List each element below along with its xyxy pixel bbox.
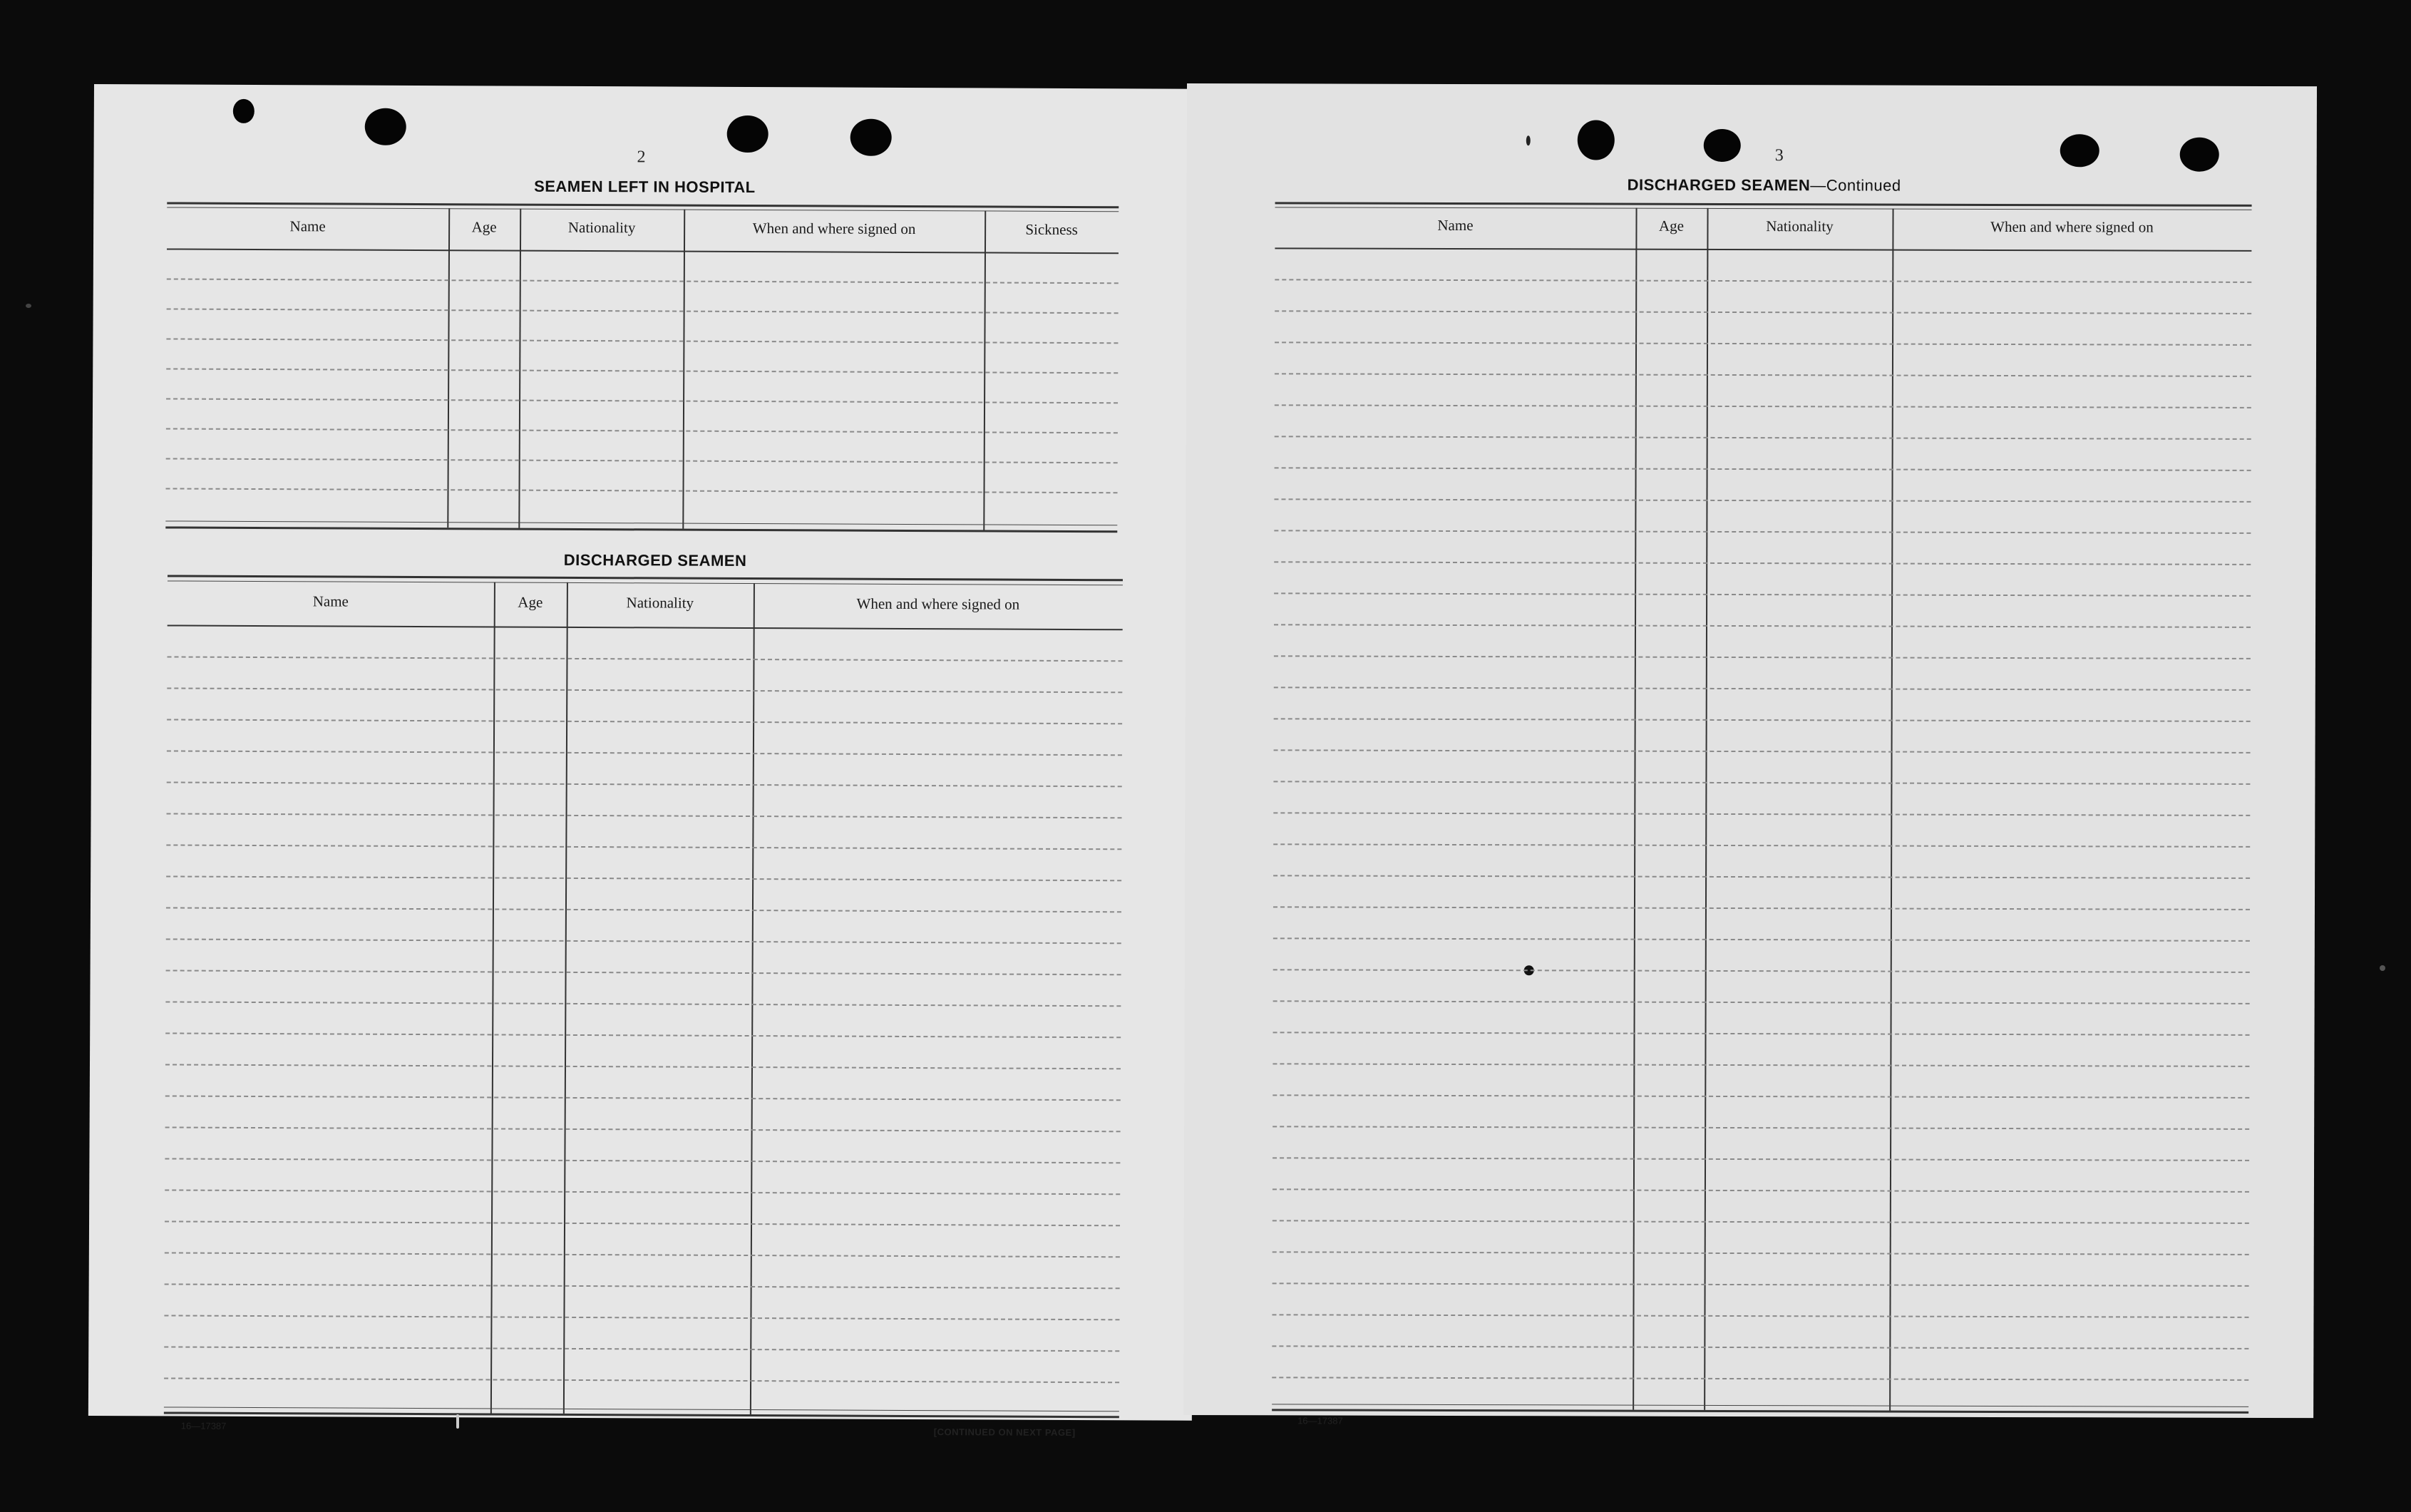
entry-line (1273, 781, 2250, 785)
entry-line (166, 338, 1118, 344)
column-header-name: Name (1437, 216, 1474, 235)
entry-line (1273, 843, 2250, 848)
continued-note: [CONTINUED ON NEXT PAGE] (933, 1426, 1076, 1439)
table-rule (1272, 1404, 2248, 1407)
entry-line (1272, 1314, 2248, 1318)
entry-line (165, 1220, 1120, 1226)
column-header-signed-on: When and where signed on (856, 595, 1020, 613)
entry-line (167, 656, 1122, 662)
entry-line (1274, 749, 2251, 754)
entry-line (1274, 718, 2251, 722)
entry-line (1273, 1282, 2249, 1287)
entry-line (1274, 498, 2251, 503)
entry-line (1273, 875, 2250, 879)
table-rule (167, 248, 1119, 254)
table-rule (1272, 1409, 2248, 1414)
right-page (1183, 83, 2317, 1426)
punch-hole (2180, 138, 2219, 172)
ink-speck (1526, 135, 1531, 145)
entry-line (165, 1126, 1121, 1132)
entry-line (1274, 686, 2251, 691)
entry-line (1273, 1188, 2249, 1193)
entry-line (167, 308, 1119, 314)
entry-line (165, 1189, 1120, 1195)
column-divider (1704, 208, 1708, 1410)
column-divider (1633, 208, 1637, 1410)
discharged-section-title: DISCHARGED SEAMEN (563, 550, 747, 570)
entry-line (1274, 624, 2251, 628)
entry-line (164, 1315, 1119, 1320)
entry-line (166, 458, 1118, 463)
entry-line (166, 875, 1121, 881)
section-title-suffix: —Continued (1810, 176, 1901, 195)
entry-line (1274, 655, 2251, 659)
column-divider (518, 209, 521, 528)
entry-line (1273, 1251, 2249, 1255)
table-rule (168, 580, 1123, 585)
punch-hole (2060, 134, 2099, 167)
column-header-age: Age (471, 218, 497, 236)
entry-line (1275, 373, 2251, 377)
entry-line (165, 1001, 1121, 1007)
column-header-nationality: Nationality (626, 594, 694, 612)
column-divider (1889, 209, 1893, 1411)
table-rule (1275, 202, 2252, 207)
entry-line (1273, 969, 2250, 973)
column-header-sickness: Sickness (1025, 220, 1078, 239)
entry-line (1273, 1094, 2249, 1099)
table-rule (168, 624, 1123, 630)
entry-line (1274, 561, 2251, 565)
entry-line (166, 938, 1121, 944)
entry-line (1275, 436, 2251, 440)
entry-line (1275, 279, 2251, 283)
entry-line (166, 488, 1118, 493)
table-rule (164, 1406, 1119, 1411)
entry-line (1274, 592, 2251, 597)
scan-speck (26, 304, 31, 308)
entry-line (1272, 1377, 2248, 1381)
table-rule (164, 1411, 1119, 1418)
punch-hole (1704, 129, 1741, 162)
column-divider (682, 210, 685, 529)
entry-line (1273, 1032, 2250, 1036)
table-rule (165, 526, 1117, 533)
entry-line (1273, 1157, 2249, 1161)
punch-hole (850, 119, 892, 156)
punch-hole (1578, 120, 1615, 160)
column-divider (983, 210, 986, 530)
page-number: 3 (1774, 146, 1784, 165)
table-rule (1275, 207, 2252, 210)
entry-line (1275, 404, 2251, 408)
punch-hole (365, 108, 406, 145)
entry-line (164, 1346, 1119, 1352)
entry-line (167, 719, 1122, 724)
column-header-signed-on: When and where signed on (1990, 217, 2154, 236)
column-header-age: Age (1658, 217, 1685, 235)
column-header-age: Age (518, 593, 543, 611)
entry-line (1273, 1063, 2249, 1067)
entry-line (165, 1064, 1121, 1069)
entry-line (166, 368, 1118, 374)
column-divider (490, 582, 495, 1413)
entry-line (1275, 467, 2251, 471)
table-rule (167, 207, 1119, 212)
discharged-continued-title (1628, 176, 1901, 195)
entry-line (165, 1032, 1121, 1038)
table-rule (1275, 247, 2251, 252)
entry-line (165, 1252, 1120, 1258)
entry-line (166, 907, 1121, 912)
hospital-section-title: SEAMEN LEFT IN HOSPITAL (534, 177, 756, 197)
scan-speck (456, 1414, 459, 1429)
entry-line (166, 970, 1121, 975)
entry-line (1273, 1220, 2249, 1224)
entry-line (166, 844, 1121, 850)
entry-line (167, 750, 1122, 756)
entry-line (1273, 906, 2250, 910)
section-title: DISCHARGED SEAMEN (1627, 175, 1811, 195)
entry-line (167, 781, 1122, 787)
entry-line (167, 278, 1119, 284)
column-header-name: Name (312, 592, 349, 610)
entry-line (1273, 937, 2250, 942)
entry-line (167, 687, 1122, 693)
left-page (88, 84, 1198, 1439)
entry-line (165, 1095, 1121, 1101)
page-number: 2 (637, 148, 646, 167)
column-header-nationality: Nationality (567, 218, 636, 237)
entry-line (1275, 310, 2251, 314)
entry-line (1275, 341, 2251, 346)
entry-line (1272, 1345, 2248, 1349)
table-rule (165, 520, 1117, 525)
entry-line (164, 1377, 1119, 1383)
column-header-signed-on: When and where signed on (752, 220, 916, 238)
column-header-name: Name (289, 217, 326, 235)
entry-line (166, 398, 1118, 403)
form-number: 16—17387 (180, 1420, 227, 1431)
ink-blot (233, 99, 255, 123)
column-header-nationality: Nationality (1766, 217, 1834, 235)
entry-line (165, 1158, 1120, 1163)
entry-line (167, 813, 1122, 818)
entry-line (1274, 530, 2251, 534)
entry-line (1273, 1126, 2249, 1130)
entry-line (1273, 1000, 2250, 1004)
table-rule (168, 575, 1123, 581)
entry-line (166, 428, 1118, 433)
column-divider (750, 583, 755, 1414)
column-divider (447, 208, 450, 528)
entry-line (165, 1283, 1120, 1289)
entry-line (1273, 812, 2250, 816)
column-divider (563, 582, 568, 1414)
scan-speck (2380, 965, 2385, 971)
form-number: 16—17387 (1297, 1415, 1343, 1426)
punch-hole (727, 115, 768, 153)
